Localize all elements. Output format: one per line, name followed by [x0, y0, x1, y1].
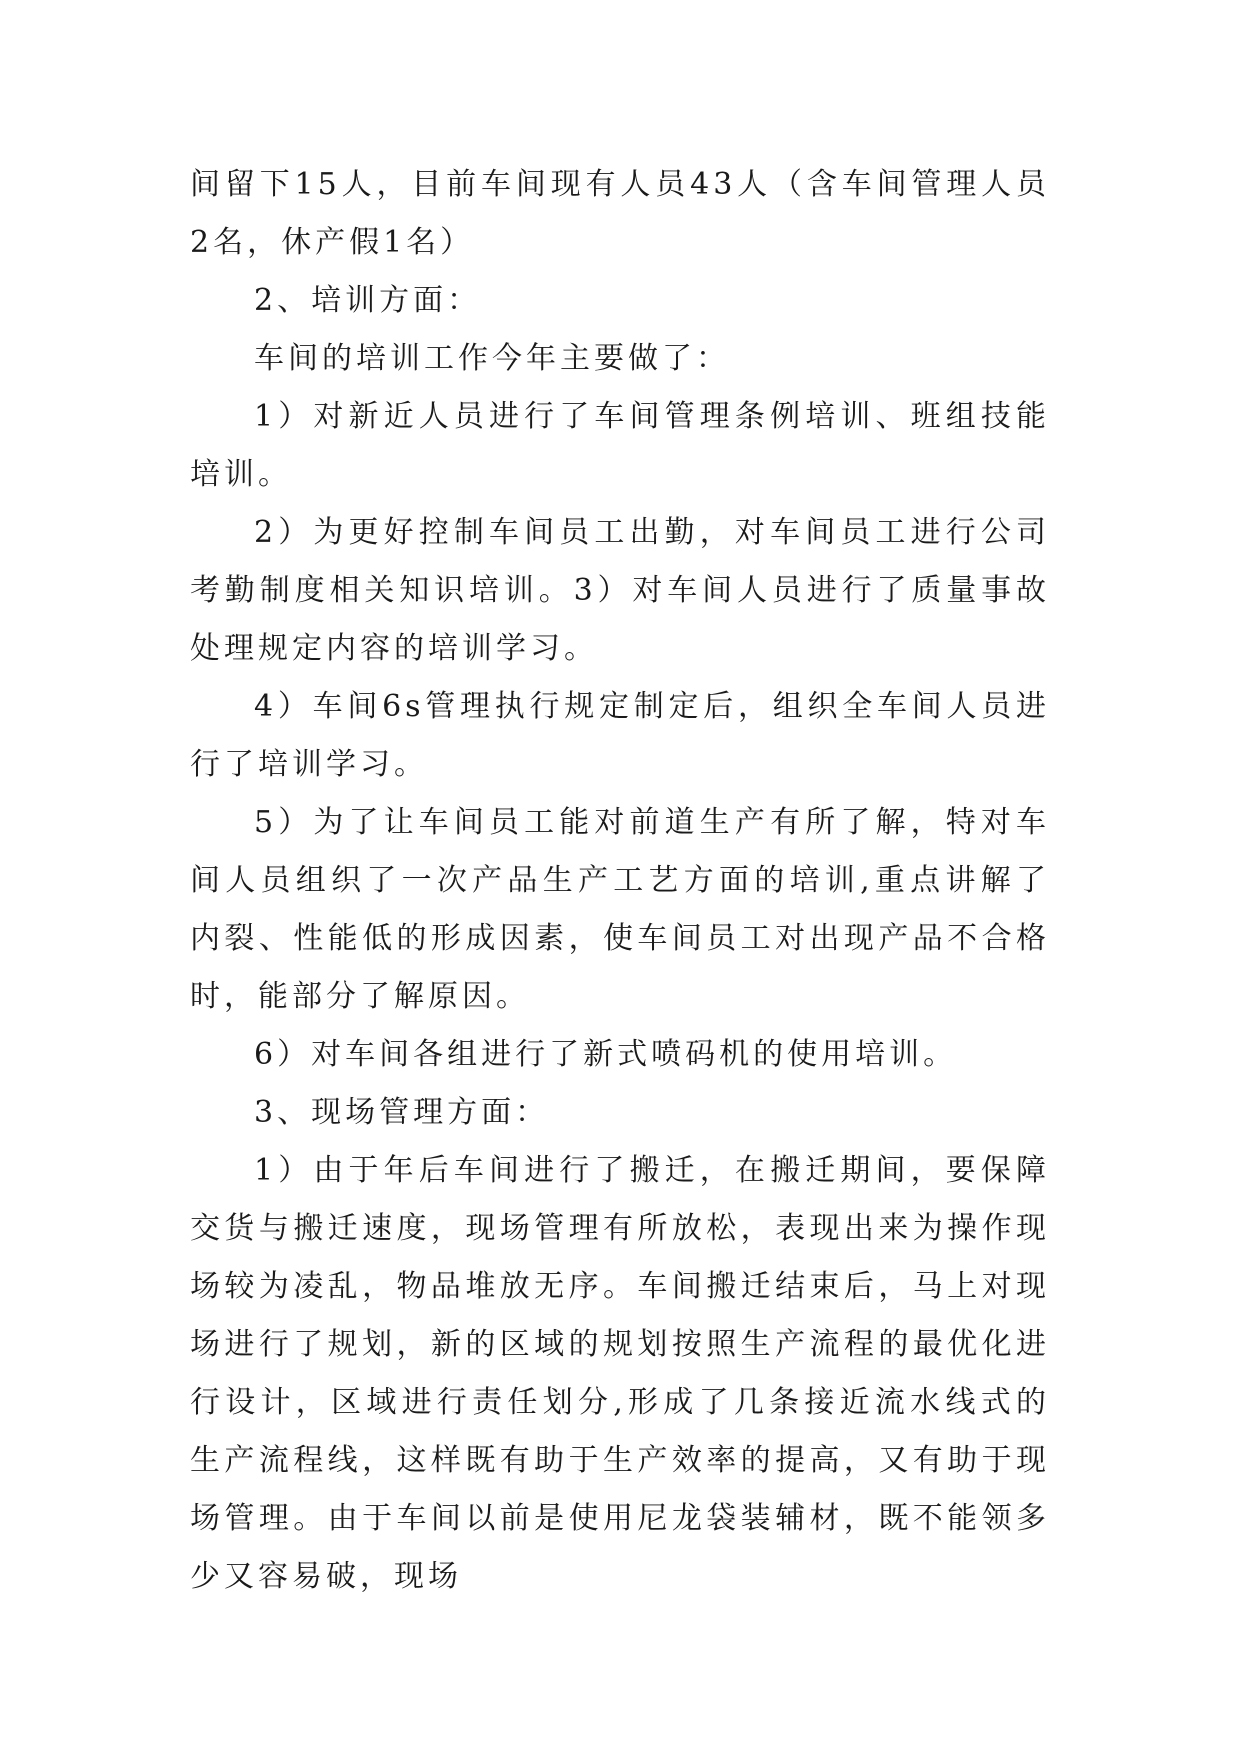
paragraph-3: 车间的培训工作今年主要做了： — [254, 341, 730, 376]
paragraph-8: 6）对车间各组进行了新式喷码机的使用培训。 — [254, 1037, 958, 1072]
paragraph-6: 4）车间6s管理执行规定制定后，组织全车间人员进行了培训学习。 — [190, 689, 1050, 782]
document-body — [190, 156, 1050, 1606]
paragraph-2: 2、培训方面： — [254, 283, 482, 318]
paragraph-9: 3、现场管理方面： — [254, 1095, 550, 1130]
paragraph-10: 1）由于年后车间进行了搬迁，在搬迁期间，要保障交货与搬迁速度，现场管理有所放松，表现出来为操作现场较为凌乱，物品堆放无序。车间搬迁结束后，马上对现场进行了规划，新的区域的规划按照生产流程的最优化进行设计，区域进行责任划分,形成了几条接近流水线式的生产流程线，这样既有助于生产效率的提高，又有助于现场管理。由于车间以前是使用尼龙袋装辅材，既不能领多少又容易破，现场 — [190, 1153, 1050, 1594]
paragraph-1: 间留下15人，目前车间现有人员43人（含车间管理人员2名，休产假1名） — [190, 167, 1050, 260]
paragraph-7: 5）为了让车间员工能对前道生产有所了解，特对车间人员组织了一次产品生产工艺方面的培训,重点讲解了内裂、性能低的形成因素，使车间员工对出现产品不合格时，能部分了解原因。 — [190, 805, 1050, 1014]
paragraph-4: 1）对新近人员进行了车间管理条例培训、班组技能培训。 — [190, 399, 1050, 492]
paragraph-5: 2）为更好控制车间员工出勤，对车间员工进行公司考勤制度相关知识培训。3）对车间人员进行了质量事故处理规定内容的培训学习。 — [190, 515, 1050, 666]
